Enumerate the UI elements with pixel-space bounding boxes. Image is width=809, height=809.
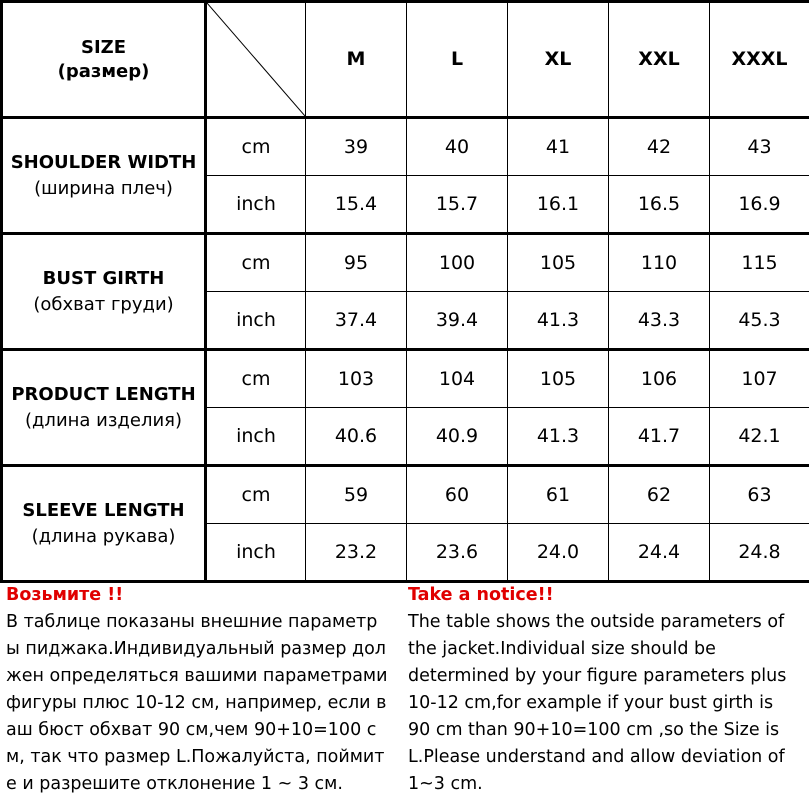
- notice-line: жен определяться вашими параметрами: [6, 666, 388, 686]
- value-cell: 40.6: [306, 408, 407, 466]
- value-cell: 104: [407, 350, 508, 408]
- notice-line: the jacket.Individual size should be: [408, 639, 716, 659]
- shoulder-width-label-cell: [2, 118, 206, 234]
- value-cell: 39.4: [407, 292, 508, 350]
- bust-girth-label-cell: [2, 234, 206, 350]
- value-cell: 115: [710, 234, 809, 292]
- shoulder-width-subtitle: (ширина плеч): [34, 177, 173, 199]
- sleeve-length-label-cell: [2, 466, 206, 582]
- unit-inch: inch: [206, 292, 306, 350]
- value-cell: 106: [609, 350, 710, 408]
- unit-cm: cm: [206, 466, 306, 524]
- notice-english-title: Take a notice!!: [408, 585, 554, 605]
- bust-girth-subtitle: (обхват груди): [33, 293, 174, 315]
- value-cell: 24.4: [609, 524, 710, 582]
- size-header-title: SIZE: [80, 36, 126, 58]
- value-cell: 43: [710, 118, 809, 176]
- bust-girth-cm-row: [2, 234, 809, 292]
- sleeve-length-title: SLEEVE LENGTH: [22, 499, 185, 521]
- value-cell: 95: [306, 234, 407, 292]
- unit-inch: inch: [206, 408, 306, 466]
- value-cell: 15.7: [407, 176, 508, 234]
- value-cell: 100: [407, 234, 508, 292]
- unit-cm: cm: [206, 234, 306, 292]
- notice-english: [408, 582, 808, 798]
- unit-inch: inch: [206, 524, 306, 582]
- value-cell: 23.2: [306, 524, 407, 582]
- value-cell: 42: [609, 118, 710, 176]
- value-cell: 40.9: [407, 408, 508, 466]
- size-label-l: L: [407, 2, 508, 118]
- unit-cm: cm: [206, 118, 306, 176]
- value-cell: 59: [306, 466, 407, 524]
- value-cell: 105: [508, 350, 609, 408]
- notice-line: L.Please understand and allow deviation of: [408, 747, 785, 767]
- value-cell: 24.0: [508, 524, 609, 582]
- value-cell: 15.4: [306, 176, 407, 234]
- value-cell: 41: [508, 118, 609, 176]
- diagonal-corner-cell: [206, 2, 306, 118]
- notice-line: е и разрешите отклонение 1 ~ 3 см.: [6, 774, 343, 794]
- notice-line: determined by your figure parameters plus: [408, 666, 787, 686]
- value-cell: 110: [609, 234, 710, 292]
- product-length-title: PRODUCT LENGTH: [11, 383, 196, 405]
- value-cell: 42.1: [710, 408, 809, 466]
- value-cell: 37.4: [306, 292, 407, 350]
- shoulder-width-title: SHOULDER WIDTH: [10, 151, 197, 173]
- notice-section: [0, 582, 809, 809]
- size-header-cell: [2, 2, 206, 118]
- notice-line: 10-12 cm,for example if your bust girth is: [408, 693, 774, 713]
- unit-cm: cm: [206, 350, 306, 408]
- notice-line: The table shows the outside parameters of: [408, 612, 785, 632]
- value-cell: 41.3: [508, 292, 609, 350]
- value-cell: 43.3: [609, 292, 710, 350]
- bust-girth-title: BUST GIRTH: [42, 267, 165, 289]
- value-cell: 41.7: [609, 408, 710, 466]
- value-cell: 45.3: [710, 292, 809, 350]
- value-cell: 107: [710, 350, 809, 408]
- notice-russian-title: Возьмите !!: [6, 585, 124, 605]
- value-cell: 16.9: [710, 176, 809, 234]
- value-cell: 24.8: [710, 524, 809, 582]
- size-label-m: M: [306, 2, 407, 118]
- value-cell: 16.1: [508, 176, 609, 234]
- value-cell: 40: [407, 118, 508, 176]
- size-label-xxl: XXL: [609, 2, 710, 118]
- sleeve-length-subtitle: (длина рукава): [31, 525, 176, 547]
- value-cell: 41.3: [508, 408, 609, 466]
- shoulder-width-cm-row: [2, 118, 809, 176]
- diagonal-line: [207, 3, 305, 116]
- notice-line: аш бюст обхват 90 см,чем 90+10=100 с: [6, 720, 377, 740]
- product-length-subtitle: (длина изделия): [24, 409, 183, 431]
- notice-line: 1~3 cm.: [408, 774, 483, 794]
- notice-line: фигуры плюс 10-12 см, например, если в: [6, 693, 387, 713]
- unit-inch: inch: [206, 176, 306, 234]
- size-header-row: [2, 2, 809, 118]
- product-length-cm-row: [2, 350, 809, 408]
- product-length-label-cell: [2, 350, 206, 466]
- value-cell: 105: [508, 234, 609, 292]
- value-cell: 63: [710, 466, 809, 524]
- value-cell: 23.6: [407, 524, 508, 582]
- notice-line: ы пиджака.Индивидуальный размер дол: [6, 639, 386, 659]
- value-cell: 61: [508, 466, 609, 524]
- notice-line: м, так что размер L.Пожалуйста, поймит: [6, 747, 385, 767]
- value-cell: 16.5: [609, 176, 710, 234]
- notice-line: 90 cm than 90+10=100 cm ,so the Size is: [408, 720, 780, 740]
- notice-russian: [6, 582, 402, 798]
- notice-line: В таблице показаны внешние параметр: [6, 612, 378, 632]
- sleeve-length-cm-row: [2, 466, 809, 524]
- value-cell: 60: [407, 466, 508, 524]
- value-cell: 62: [609, 466, 710, 524]
- size-label-xxxl: XXXL: [710, 2, 809, 118]
- size-header-subtitle: (размер): [57, 60, 150, 82]
- value-cell: 103: [306, 350, 407, 408]
- value-cell: 39: [306, 118, 407, 176]
- size-label-xl: XL: [508, 2, 609, 118]
